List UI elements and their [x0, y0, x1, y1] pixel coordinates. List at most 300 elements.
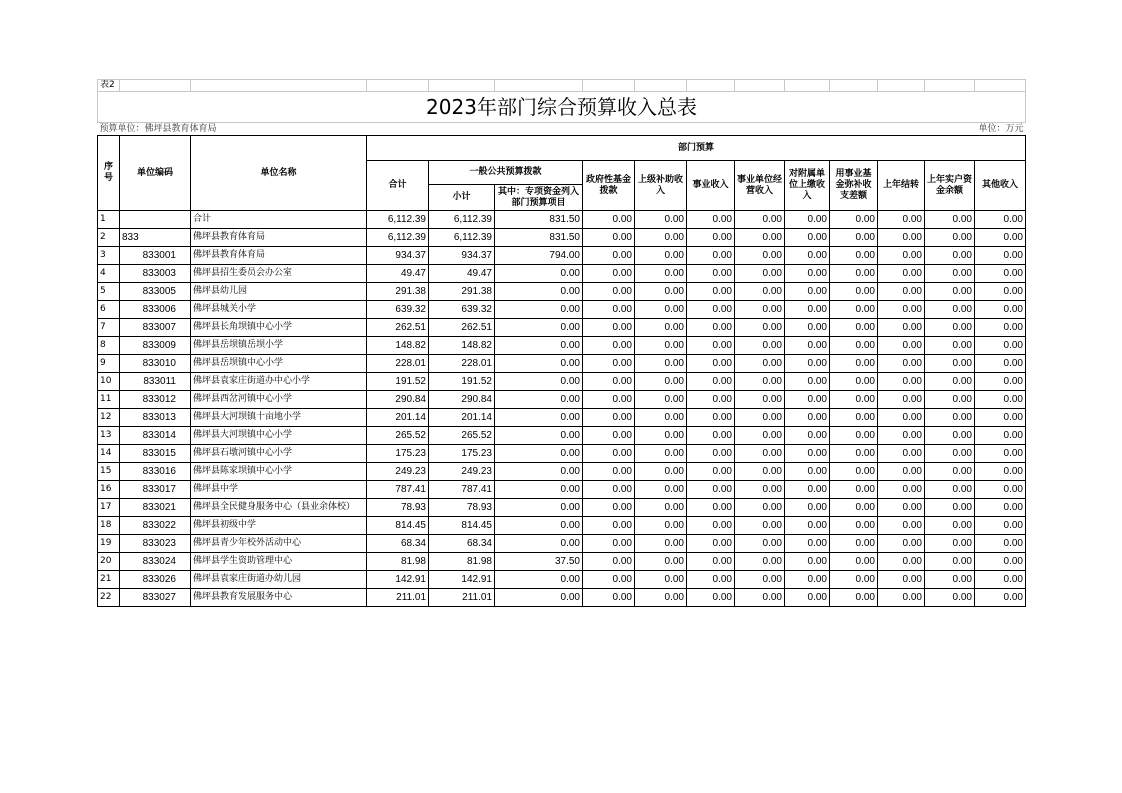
row-value: 0.00: [975, 463, 1026, 481]
row-value: 0.00: [687, 301, 735, 319]
row-value: 201.14: [367, 409, 429, 427]
row-value: 201.14: [429, 409, 495, 427]
table-row: [98, 283, 1026, 301]
row-value: 0.00: [687, 373, 735, 391]
row-code: 833011: [120, 373, 191, 391]
row-value: 0.00: [583, 553, 635, 571]
row-value: 0.00: [583, 481, 635, 499]
row-value: 0.00: [975, 229, 1026, 247]
row-value: 0.00: [735, 409, 785, 427]
row-value: 211.01: [429, 589, 495, 607]
row-value: 0.00: [830, 589, 878, 607]
table-row: [98, 445, 1026, 463]
row-name: 佛坪县长角坝镇中心小学: [191, 319, 367, 337]
row-value: 0.00: [975, 265, 1026, 283]
header-general: 一般公共预算拨款: [429, 161, 583, 185]
unit-label: 单位：万元: [978, 123, 1024, 134]
row-value: 0.00: [785, 337, 830, 355]
row-value: 0.00: [830, 211, 878, 229]
row-value: 0.00: [975, 427, 1026, 445]
row-value: 0.00: [785, 499, 830, 517]
header-dept-budget: 部门预算: [367, 136, 1026, 161]
row-value: 148.82: [367, 337, 429, 355]
row-value: 0.00: [878, 319, 925, 337]
row-name: 佛坪县城关小学: [191, 301, 367, 319]
row-name: 合计: [191, 211, 367, 229]
row-code: 833009: [120, 337, 191, 355]
header-code: 单位编码: [120, 136, 191, 211]
row-value: 0.00: [878, 301, 925, 319]
row-value: 0.00: [495, 265, 583, 283]
table-body: [98, 211, 1026, 607]
row-seq: 19: [98, 535, 120, 553]
row-value: 0.00: [830, 301, 878, 319]
table-row: [98, 211, 1026, 229]
row-value: 0.00: [925, 445, 975, 463]
row-value: 0.00: [925, 391, 975, 409]
row-value: 0.00: [583, 265, 635, 283]
row-value: 0.00: [878, 247, 925, 265]
row-value: 831.50: [495, 211, 583, 229]
row-seq: 1: [98, 211, 120, 229]
header-carry: 上年结转: [878, 161, 925, 211]
row-value: 0.00: [975, 337, 1026, 355]
row-value: 0.00: [583, 517, 635, 535]
row-value: 291.38: [367, 283, 429, 301]
row-value: 0.00: [785, 517, 830, 535]
row-value: 0.00: [635, 283, 687, 301]
row-code: 833012: [120, 391, 191, 409]
row-value: 0.00: [495, 571, 583, 589]
row-name: 佛坪县西岔河镇中心小学: [191, 391, 367, 409]
row-value: 0.00: [785, 463, 830, 481]
row-code: 833022: [120, 517, 191, 535]
row-seq: 7: [98, 319, 120, 337]
row-value: 0.00: [785, 571, 830, 589]
table-header: [98, 136, 1026, 211]
row-value: 0.00: [495, 319, 583, 337]
row-value: 0.00: [925, 373, 975, 391]
row-value: 814.45: [429, 517, 495, 535]
row-value: 0.00: [495, 337, 583, 355]
row-name: 佛坪县岳坝镇中心小学: [191, 355, 367, 373]
row-value: 0.00: [830, 391, 878, 409]
row-value: 0.00: [830, 229, 878, 247]
row-value: 0.00: [635, 535, 687, 553]
row-name: 佛坪县学生资助管理中心: [191, 553, 367, 571]
row-value: 0.00: [925, 229, 975, 247]
row-value: 0.00: [735, 517, 785, 535]
row-value: 0.00: [635, 571, 687, 589]
row-value: 0.00: [735, 247, 785, 265]
table-row: [98, 553, 1026, 571]
table-row: [98, 265, 1026, 283]
row-value: 81.98: [367, 553, 429, 571]
row-value: 0.00: [975, 589, 1026, 607]
row-value: 0.00: [878, 265, 925, 283]
row-code: 833024: [120, 553, 191, 571]
row-name: 佛坪县幼儿园: [191, 283, 367, 301]
table-row: [98, 481, 1026, 499]
row-seq: 18: [98, 517, 120, 535]
row-value: 0.00: [925, 499, 975, 517]
row-value: 0.00: [878, 409, 925, 427]
row-value: 0.00: [878, 355, 925, 373]
row-value: 6,112.39: [429, 211, 495, 229]
row-value: 0.00: [975, 499, 1026, 517]
row-value: 0.00: [635, 481, 687, 499]
row-value: 0.00: [635, 391, 687, 409]
row-value: 0.00: [635, 265, 687, 283]
row-code: 833005: [120, 283, 191, 301]
header-special: 其中：专项资金列入部门预算项目: [495, 185, 583, 211]
row-value: 0.00: [785, 391, 830, 409]
row-value: 0.00: [687, 247, 735, 265]
row-seq: 20: [98, 553, 120, 571]
row-value: 0.00: [495, 463, 583, 481]
row-value: 0.00: [975, 319, 1026, 337]
row-value: 0.00: [878, 391, 925, 409]
row-value: 0.00: [975, 211, 1026, 229]
row-value: 0.00: [495, 517, 583, 535]
row-value: 639.32: [367, 301, 429, 319]
row-name: 佛坪县袁家庄街道办中心小学: [191, 373, 367, 391]
row-value: 68.34: [367, 535, 429, 553]
row-value: 0.00: [925, 427, 975, 445]
row-code: 833013: [120, 409, 191, 427]
row-value: 0.00: [925, 463, 975, 481]
row-code: 833: [120, 229, 191, 247]
row-value: 0.00: [830, 535, 878, 553]
row-value: 0.00: [878, 283, 925, 301]
row-value: 0.00: [975, 553, 1026, 571]
row-value: 0.00: [635, 229, 687, 247]
row-value: 934.37: [429, 247, 495, 265]
row-code: 833006: [120, 301, 191, 319]
row-value: 0.00: [635, 517, 687, 535]
row-value: 0.00: [785, 409, 830, 427]
table-label: 表2: [98, 80, 120, 92]
row-seq: 6: [98, 301, 120, 319]
table-row: [98, 229, 1026, 247]
row-value: 228.01: [429, 355, 495, 373]
row-value: 0.00: [975, 409, 1026, 427]
row-value: 262.51: [367, 319, 429, 337]
header-gov-fund: 政府性基金拨款: [583, 161, 635, 211]
row-value: 0.00: [735, 445, 785, 463]
row-value: 0.00: [635, 337, 687, 355]
header-superior: 上级补助收入: [635, 161, 687, 211]
row-value: 0.00: [735, 319, 785, 337]
header-business: 事业收入: [687, 161, 735, 211]
row-value: 6,112.39: [367, 229, 429, 247]
row-seq: 4: [98, 265, 120, 283]
row-seq: 14: [98, 445, 120, 463]
row-code: 833026: [120, 571, 191, 589]
row-value: 0.00: [687, 283, 735, 301]
table-row: [98, 517, 1026, 535]
row-value: 0.00: [495, 355, 583, 373]
budget-table: [97, 79, 1026, 607]
row-value: 0.00: [925, 211, 975, 229]
row-value: 262.51: [429, 319, 495, 337]
header-other: 其他收入: [975, 161, 1026, 211]
row-value: 0.00: [635, 409, 687, 427]
row-value: 0.00: [735, 481, 785, 499]
row-value: 0.00: [925, 319, 975, 337]
row-value: 6,112.39: [367, 211, 429, 229]
row-value: 0.00: [925, 571, 975, 589]
row-value: 0.00: [583, 337, 635, 355]
table-row: [98, 427, 1026, 445]
row-value: 0.00: [687, 319, 735, 337]
row-value: 78.93: [429, 499, 495, 517]
row-value: 0.00: [495, 481, 583, 499]
row-value: 0.00: [785, 445, 830, 463]
row-value: 0.00: [583, 247, 635, 265]
row-value: 0.00: [830, 337, 878, 355]
row-seq: 17: [98, 499, 120, 517]
row-name: 佛坪县教育发展服务中心: [191, 589, 367, 607]
row-value: 265.52: [367, 427, 429, 445]
row-name: 佛坪县初级中学: [191, 517, 367, 535]
row-value: 191.52: [367, 373, 429, 391]
row-value: 0.00: [735, 265, 785, 283]
row-value: 0.00: [785, 319, 830, 337]
row-value: 0.00: [735, 499, 785, 517]
row-name: 佛坪县全民健身服务中心（县业余体校）: [191, 499, 367, 517]
row-value: 0.00: [583, 571, 635, 589]
header-subtotal: 小计: [429, 185, 495, 211]
row-value: 0.00: [925, 283, 975, 301]
row-code: 833016: [120, 463, 191, 481]
row-name: 佛坪县中学: [191, 481, 367, 499]
row-name: 佛坪县招生委员会办公室: [191, 265, 367, 283]
row-value: 0.00: [975, 247, 1026, 265]
table-row: [98, 247, 1026, 265]
row-value: 0.00: [830, 283, 878, 301]
row-value: 148.82: [429, 337, 495, 355]
row-value: 0.00: [735, 373, 785, 391]
row-value: 0.00: [583, 427, 635, 445]
row-value: 0.00: [687, 571, 735, 589]
row-value: 0.00: [687, 391, 735, 409]
row-value: 0.00: [878, 373, 925, 391]
row-seq: 12: [98, 409, 120, 427]
row-value: 0.00: [878, 427, 925, 445]
row-value: 0.00: [687, 481, 735, 499]
row-value: 0.00: [785, 355, 830, 373]
row-value: 0.00: [495, 589, 583, 607]
row-value: 37.50: [495, 553, 583, 571]
row-value: 0.00: [878, 553, 925, 571]
row-value: 787.41: [367, 481, 429, 499]
row-value: 0.00: [975, 517, 1026, 535]
row-value: 0.00: [878, 463, 925, 481]
table-row: [98, 535, 1026, 553]
table-row: [98, 373, 1026, 391]
row-name: 佛坪县陈家坝镇中心小学: [191, 463, 367, 481]
row-seq: 11: [98, 391, 120, 409]
row-value: 0.00: [583, 319, 635, 337]
row-seq: 2: [98, 229, 120, 247]
row-value: 0.00: [583, 391, 635, 409]
row-value: 0.00: [785, 481, 830, 499]
row-value: 0.00: [878, 211, 925, 229]
row-value: 0.00: [975, 571, 1026, 589]
row-value: 0.00: [925, 535, 975, 553]
row-value: 0.00: [975, 481, 1026, 499]
table-row: [98, 301, 1026, 319]
header-seq: 序号: [98, 136, 120, 211]
row-value: 0.00: [830, 517, 878, 535]
row-value: 0.00: [735, 391, 785, 409]
row-value: 0.00: [830, 373, 878, 391]
row-value: 78.93: [367, 499, 429, 517]
row-value: 0.00: [735, 229, 785, 247]
row-value: 68.34: [429, 535, 495, 553]
row-code: 833021: [120, 499, 191, 517]
row-value: 0.00: [785, 589, 830, 607]
row-value: 0.00: [495, 427, 583, 445]
row-value: 0.00: [975, 301, 1026, 319]
row-value: 0.00: [735, 283, 785, 301]
row-value: 175.23: [429, 445, 495, 463]
row-value: 0.00: [830, 319, 878, 337]
row-value: 0.00: [785, 283, 830, 301]
row-value: 249.23: [367, 463, 429, 481]
row-value: 0.00: [687, 499, 735, 517]
row-value: 0.00: [495, 445, 583, 463]
row-seq: 8: [98, 337, 120, 355]
row-value: 0.00: [583, 373, 635, 391]
row-value: 0.00: [830, 481, 878, 499]
row-code: 833015: [120, 445, 191, 463]
row-value: 0.00: [635, 355, 687, 373]
row-value: 0.00: [975, 535, 1026, 553]
row-value: 0.00: [975, 391, 1026, 409]
row-code: 833001: [120, 247, 191, 265]
row-value: 0.00: [830, 247, 878, 265]
row-value: 0.00: [687, 355, 735, 373]
row-name: 佛坪县袁家庄街道办幼儿园: [191, 571, 367, 589]
row-value: 0.00: [735, 589, 785, 607]
row-value: 0.00: [635, 427, 687, 445]
row-name: 佛坪县石墩河镇中心小学: [191, 445, 367, 463]
row-value: 0.00: [925, 355, 975, 373]
row-value: 0.00: [495, 499, 583, 517]
row-value: 0.00: [878, 445, 925, 463]
row-value: 0.00: [735, 211, 785, 229]
page-title: 2023年部门综合预算收入总表: [98, 92, 1026, 123]
row-value: 0.00: [583, 229, 635, 247]
row-code: 833010: [120, 355, 191, 373]
row-value: 0.00: [735, 337, 785, 355]
row-value: 0.00: [635, 319, 687, 337]
row-value: 0.00: [925, 247, 975, 265]
row-value: 0.00: [635, 301, 687, 319]
row-seq: 10: [98, 373, 120, 391]
row-value: 0.00: [925, 409, 975, 427]
row-value: 0.00: [878, 229, 925, 247]
row-value: 175.23: [367, 445, 429, 463]
table-row: [98, 337, 1026, 355]
row-value: 0.00: [583, 535, 635, 553]
row-value: 934.37: [367, 247, 429, 265]
budget-unit-label: 预算单位：佛坪县教育体育局: [99, 123, 217, 134]
header-account: 上年实户资金余额: [925, 161, 975, 211]
row-value: 0.00: [687, 589, 735, 607]
row-value: 0.00: [687, 265, 735, 283]
row-value: 291.38: [429, 283, 495, 301]
row-value: 0.00: [925, 589, 975, 607]
table-row: [98, 589, 1026, 607]
row-seq: 21: [98, 571, 120, 589]
row-seq: 15: [98, 463, 120, 481]
row-value: 49.47: [429, 265, 495, 283]
row-value: 0.00: [583, 283, 635, 301]
row-value: 0.00: [925, 265, 975, 283]
row-code: 833007: [120, 319, 191, 337]
row-value: 814.45: [367, 517, 429, 535]
row-value: 0.00: [735, 427, 785, 445]
row-value: 0.00: [830, 499, 878, 517]
row-code: [120, 211, 191, 229]
row-value: 0.00: [635, 589, 687, 607]
row-value: 0.00: [830, 265, 878, 283]
row-value: 0.00: [830, 553, 878, 571]
budget-sheet: [97, 79, 1025, 607]
row-value: 0.00: [830, 427, 878, 445]
row-value: 0.00: [830, 355, 878, 373]
row-value: 0.00: [495, 373, 583, 391]
row-name: 佛坪县教育体育局: [191, 229, 367, 247]
row-seq: 13: [98, 427, 120, 445]
row-value: 0.00: [583, 499, 635, 517]
row-value: 0.00: [495, 283, 583, 301]
row-value: 0.00: [635, 463, 687, 481]
row-value: 0.00: [785, 301, 830, 319]
row-code: 833014: [120, 427, 191, 445]
row-name: 佛坪县大河坝镇十亩地小学: [191, 409, 367, 427]
row-value: 0.00: [583, 589, 635, 607]
row-value: 0.00: [830, 445, 878, 463]
row-value: 0.00: [878, 589, 925, 607]
table-row: [98, 319, 1026, 337]
row-value: 0.00: [830, 463, 878, 481]
row-value: 0.00: [495, 535, 583, 553]
row-name: 佛坪县岳坝镇岳坝小学: [191, 337, 367, 355]
header-fund-diff: 用事业基金弥补收支差额: [830, 161, 878, 211]
row-value: 0.00: [735, 553, 785, 571]
row-seq: 16: [98, 481, 120, 499]
header-affiliate: 对附属单位上缴收入: [785, 161, 830, 211]
row-value: 49.47: [367, 265, 429, 283]
table-row: [98, 499, 1026, 517]
row-value: 0.00: [975, 373, 1026, 391]
row-value: 0.00: [785, 373, 830, 391]
row-value: 0.00: [925, 301, 975, 319]
row-seq: 5: [98, 283, 120, 301]
row-value: 0.00: [635, 373, 687, 391]
row-value: 0.00: [583, 409, 635, 427]
row-value: 0.00: [687, 535, 735, 553]
row-value: 0.00: [925, 481, 975, 499]
row-value: 831.50: [495, 229, 583, 247]
row-value: 0.00: [583, 355, 635, 373]
row-value: 0.00: [687, 553, 735, 571]
row-seq: 9: [98, 355, 120, 373]
